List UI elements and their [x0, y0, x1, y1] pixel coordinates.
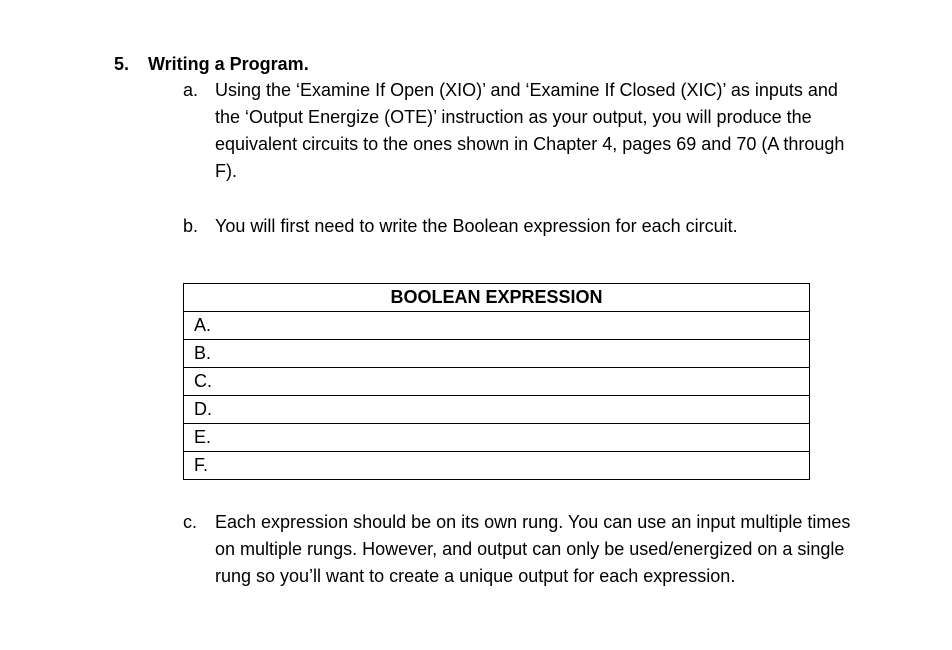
- table-cell[interactable]: B.: [184, 340, 810, 368]
- table-cell[interactable]: C.: [184, 368, 810, 396]
- table-cell[interactable]: D.: [184, 396, 810, 424]
- list-marker: c.: [183, 512, 198, 532]
- table-row: [184, 424, 810, 452]
- table-row: [184, 312, 810, 340]
- table-cell[interactable]: A.: [184, 312, 810, 340]
- list-marker: b.: [183, 216, 199, 236]
- table-row: [184, 452, 810, 480]
- section-title: Writing a Program.: [148, 54, 309, 74]
- boolean-expression-table: [183, 283, 810, 480]
- list-item-a: [183, 77, 863, 185]
- table-row: [184, 340, 810, 368]
- section-heading: [114, 52, 309, 76]
- table-cell[interactable]: E.: [184, 424, 810, 452]
- list-marker: a.: [183, 80, 199, 100]
- table-row: [184, 396, 810, 424]
- section-number: 5.: [114, 54, 130, 74]
- list-item-c: [183, 509, 863, 590]
- table-header-row: [184, 284, 810, 312]
- table-row: [184, 368, 810, 396]
- list-item-text: Each expression should be on its own rung. You can use an input multiple times on multiple rungs. However, and output can only be used/energized on a single rung so you’ll want to create a unique output for each expression.: [215, 512, 851, 586]
- table-header: BOOLEAN EXPRESSION: [184, 284, 810, 312]
- list-item-text: You will first need to write the Boolean expression for each circuit.: [215, 216, 738, 236]
- table-cell[interactable]: F.: [184, 452, 810, 480]
- list-item-text: Using the ‘Examine If Open (XIO)’ and ‘Examine If Closed (XIC)’ as inputs and the ‘Output Energize (OTE)’ instruction as your output, you will produce the equivalent circuits to the ones shown in Chapter 4, pages 69 and 70 (A through F).: [215, 80, 845, 181]
- list-item-b: [183, 213, 863, 240]
